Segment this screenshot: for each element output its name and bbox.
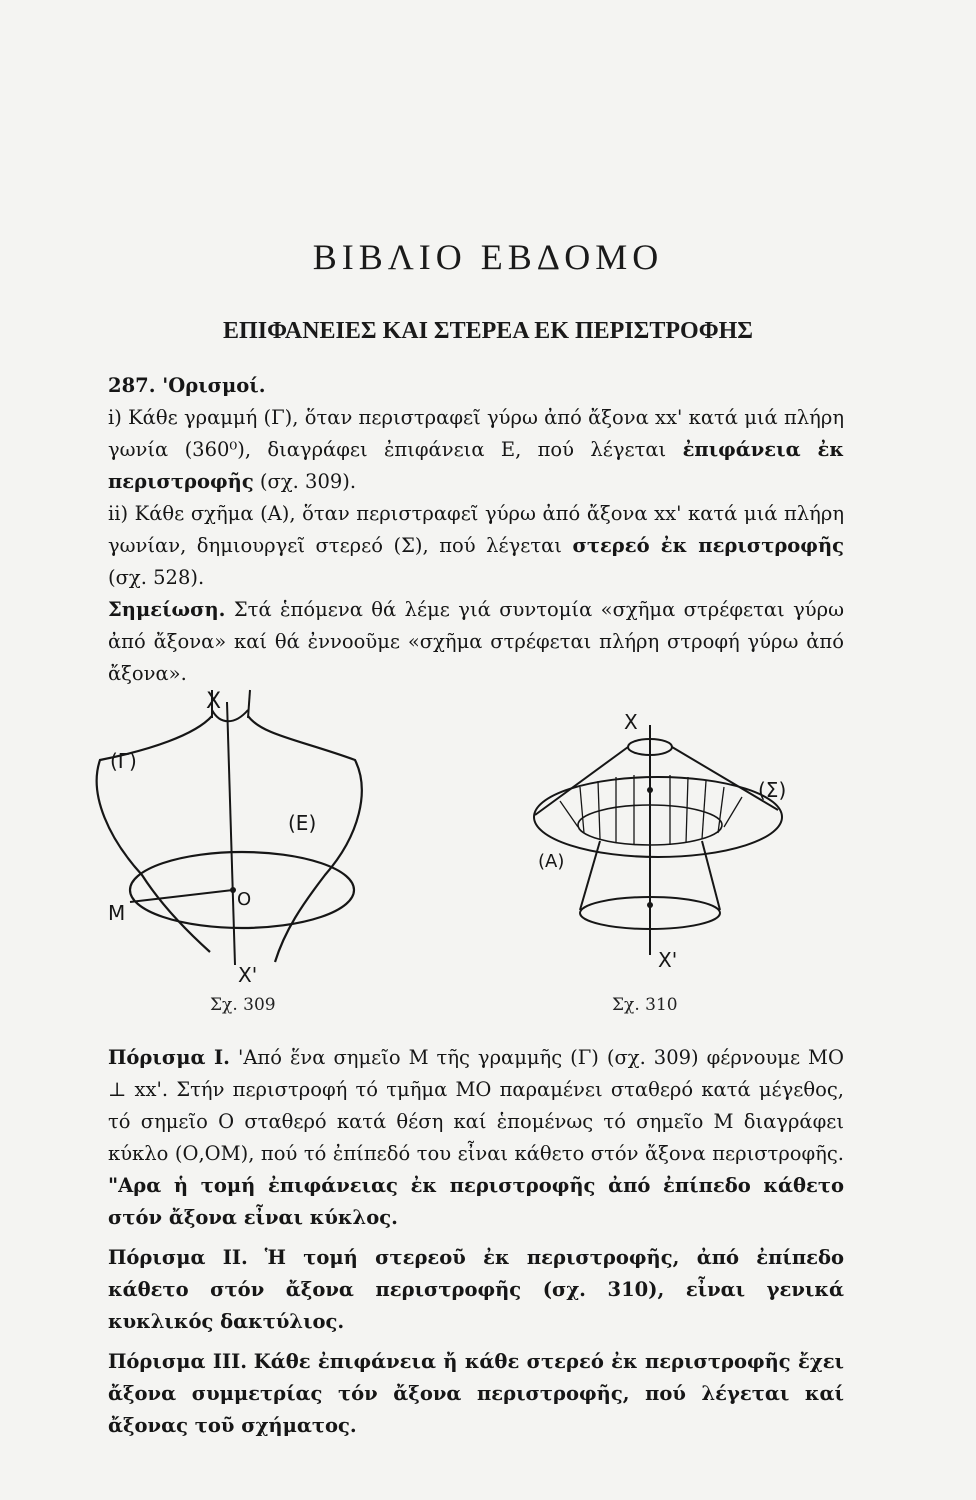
definition-1: [108, 402, 844, 498]
corollary-2: [108, 1242, 844, 1338]
corollary-1: [108, 1042, 844, 1234]
fig310-label-solid: (Σ): [758, 778, 787, 802]
corollary-3-text: Κάθε ἐπιφάνεια ἤ κάθε στερεό ἐκ περιστροφῆς ἔχει ἄξονα συμμετρίας τόν ἄξονα περιστροφῆς, πού λέγεται καί ἄξονας τοῦ σχήματος.: [108, 1350, 844, 1437]
definition-2-ref: (σχ. 528).: [108, 566, 205, 589]
definition-1-term: ἐπιφάνεια ἐκ περιστροφῆς: [108, 438, 845, 493]
figure-309-caption: Σχ. 309: [210, 995, 276, 1015]
fig310-label-shape: (A): [538, 851, 565, 872]
corollary-1-label: Πόρισμα I.: [108, 1046, 230, 1069]
corollary-1-text: 'Από ἕνα σημεῖο Μ τῆς γραμμῆς (Γ) (σχ. 309) φέρνουμε ΜΟ ⊥ xx'. Στήν περιστροφή τό τμῆμα ΜΟ παραμένει σταθερό κατά μέγεθος, τό σημεῖο Ο σταθερό κατά θέση καί ἑπομένως τό σημεῖο Μ διαγράφει κύκλο (Ο,ΟΜ), πού τό ἐπίπεδό του εἶναι κάθετο στόν ἄξονα περιστροφῆς.: [108, 1046, 845, 1165]
note-label: Σημείωση.: [108, 598, 226, 621]
note-text: Στά ἑπόμενα θά λέμε γιά συντομία «σχῆμα στρέφεται γύρω ἀπό ἄξονα» καί θά ἐννοοῦμε «σχῆμα στρέφεται πλήρη στροφή γύρω ἀπό ἄξονα».: [108, 598, 844, 685]
chapter-title: ΕΠΙΦΑΝΕΙΕΣ ΚΑΙ ΣΤΕΡΕΑ ΕΚ ΠΕΡΙΣΤΡΟΦΗΣ: [223, 318, 753, 344]
fig309-axis: [227, 702, 235, 965]
definition-2-text: ii) Κάθε σχῆμα (Α), ὅταν περιστραφεῖ γύρω ἀπό ἄξονα xx' κατά μιά πλήρη γωνίαν, δημιουργεῖ στερεό (Σ), πού λέγεται: [108, 502, 844, 557]
fig309-radius-MO: [130, 890, 233, 902]
fig309-label-m: M: [108, 901, 126, 925]
definition-2: [108, 498, 844, 594]
fig309-label-surface: (E): [288, 811, 317, 835]
corollary-2-text: Ἡ τομή στερεοῦ ἐκ περιστροφῆς, ἀπό ἐπίπεδο κάθετο στόν ἄξονα περιστροφῆς (σχ. 310), εἶναι γενικά κυκλικός δακτύλιος.: [108, 1246, 844, 1333]
note: [108, 594, 844, 690]
book-title: ΒΙΒΛΙΟ ΕΒΔΟΜΟ: [312, 237, 664, 277]
corollary-3: [108, 1346, 844, 1442]
fig310-label-x-bottom: X': [658, 948, 678, 972]
fig309-label-curve: (Γ): [110, 749, 137, 773]
fig309-label-x-top: X: [206, 689, 222, 714]
figure-310: [520, 705, 810, 985]
definition-2-term: στερεό ἐκ περιστροφῆς: [572, 534, 844, 557]
fig310-label-x-top: X: [624, 710, 638, 734]
fig309-label-x-bottom: X': [238, 963, 258, 987]
corollary-2-label: Πόρισμα II.: [108, 1246, 248, 1269]
corollary-1-conclusion: "Αρα ἡ τομή ἐπιφάνειας ἐκ περιστροφῆς ἀπό ἐπίπεδο κάθετο στόν ἄξονα εἶναι κύκλος.: [108, 1174, 844, 1229]
section-heading: 287. 'Ορισμοί.: [108, 374, 266, 397]
show-through: [60, 74, 920, 134]
definition-1-text: i) Κάθε γραμμή (Γ), ὅταν περιστραφεῖ γύρω ἀπό ἄξονα xx' κατά μιά πλήρη γωνία (360⁰), διαγράφει ἐπιφάνεια Ε, πού λέγεται: [108, 406, 844, 461]
corollaries-block: [108, 1042, 844, 1442]
corollary-3-label: Πόρισμα III.: [108, 1350, 247, 1373]
fig309-right-profile: [248, 716, 362, 962]
figure-309: [70, 680, 400, 1000]
definitions-block: [108, 370, 844, 690]
definition-1-ref: (σχ. 309).: [259, 470, 357, 493]
figure-310-caption: Σχ. 310: [612, 995, 678, 1015]
fig309-label-o: O: [237, 889, 252, 910]
